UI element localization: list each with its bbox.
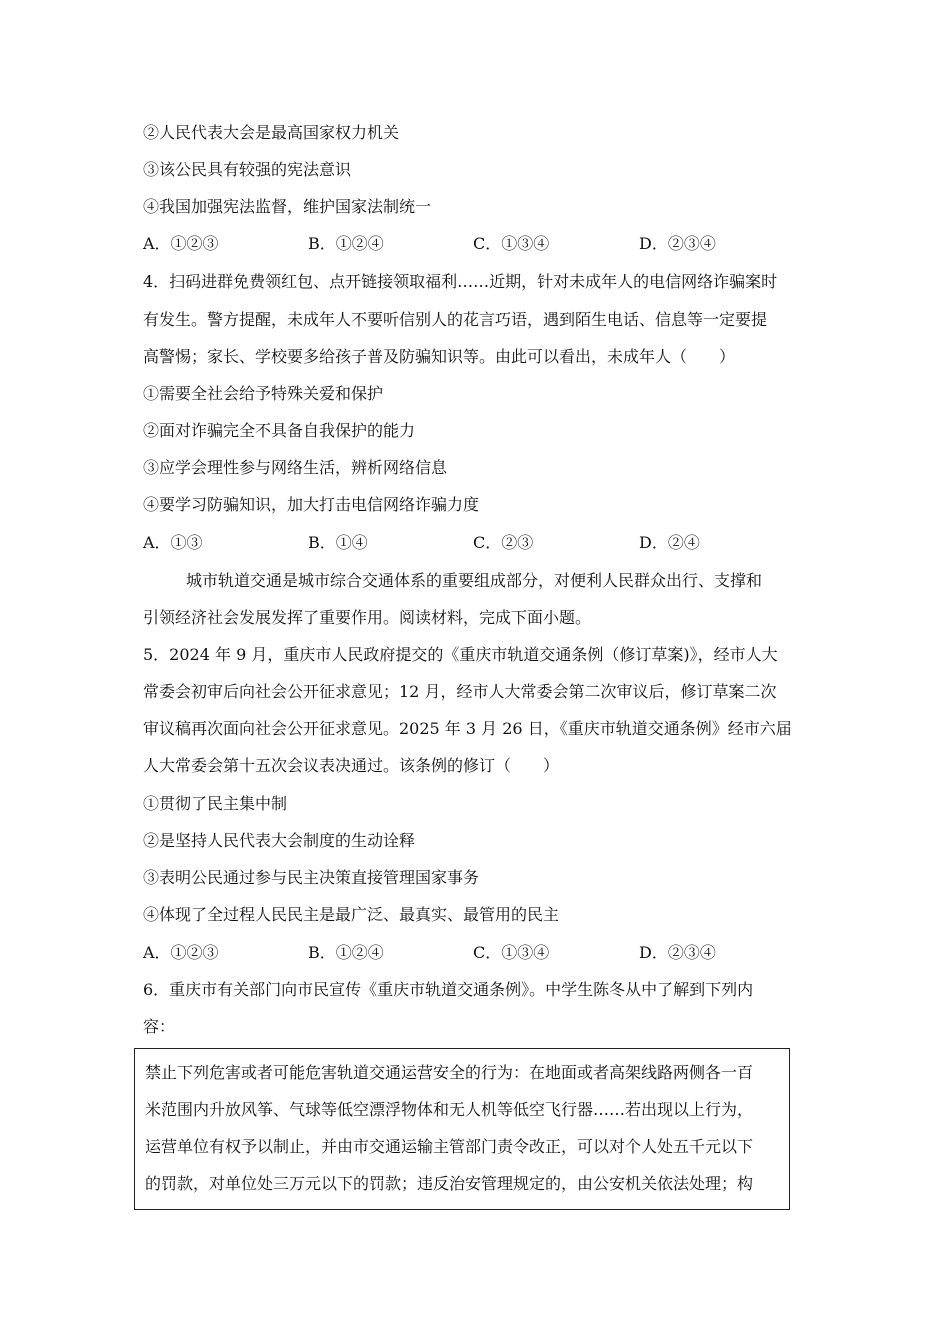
q5-stem-line-1: 5．2024 年 9 月，重庆市人民政府提交的《重庆市轨道交通条例（修订草案)》，经市人大 xyxy=(143,645,778,664)
q4-option-c: C．②③ xyxy=(473,533,534,552)
q4-stem-line-2: 有发生。警方提醒，未成年人不要听信别人的花言巧语，遇到陌生电话、信息等一定要提 xyxy=(143,310,768,329)
q6-box-line-1: 禁止下列危害或者可能危害轨道交通运营安全的行为：在地面或者高架线路两侧各一百 xyxy=(145,1063,754,1082)
q4-statement-4: ④要学习防骗知识，加大打击电信网络诈骗力度 xyxy=(143,495,480,514)
q6-material-box xyxy=(134,1048,790,1210)
prev-option-a: A．①②③ xyxy=(143,234,219,253)
q6-box-line-3: 运营单位有权予以制止，并由市交通运输主管部门责令改正，可以对个人处五千元以下 xyxy=(145,1137,754,1156)
prev-statement-2: ②人民代表大会是最高国家权力机关 xyxy=(143,123,400,142)
q6-box-line-4: 的罚款，对单位处三万元以下的罚款；违反治安管理规定的，由公安机关依法处理；构 xyxy=(145,1174,754,1193)
q6-stem-line-2: 容： xyxy=(143,1017,176,1036)
q4-option-a: A．①③ xyxy=(143,533,203,552)
prev-statement-4: ④我国加强宪法监督，维护国家法制统一 xyxy=(143,197,432,216)
q5-option-b: B．①②④ xyxy=(308,943,384,962)
q4-stem-line-1: 4．扫码进群免费领红包、点开链接领取福利……近期，针对未成年人的电信网络诈骗案时 xyxy=(143,272,778,291)
q5-statement-3: ③表明公民通过参与民主决策直接管理国家事务 xyxy=(143,868,480,887)
q5-stem-line-2: 常委会初审后向社会公开征求意见；12 月，经市人大常委会第二次审议后，修订草案二次 xyxy=(143,682,777,701)
prev-option-b: B．①②④ xyxy=(308,234,384,253)
q4-option-d: D．②④ xyxy=(639,533,700,552)
material-line-1: 城市轨道交通是城市综合交通体系的重要组成部分，对便利人民群众出行、支撑和 xyxy=(186,571,763,590)
q4-option-b: B．①④ xyxy=(308,533,368,552)
q4-statement-3: ③应学会理性参与网络生活，辨析网络信息 xyxy=(143,458,448,477)
q5-option-d: D．②③④ xyxy=(639,943,716,962)
q6-box-line-2: 米范围内升放风筝、气球等低空漂浮物体和无人机等低空飞行器……若出现以上行为， xyxy=(145,1100,754,1119)
q5-statement-1: ①贯彻了民主集中制 xyxy=(143,794,288,813)
q4-statement-2: ②面对诈骗完全不具备自我保护的能力 xyxy=(143,421,416,440)
q4-stem-line-3: 高警惕；家长、学校要多给孩子普及防骗知识等。由此可以看出，未成年人（ ） xyxy=(143,347,736,366)
q5-stem-line-4: 人大常委会第十五次会议表决通过。该条例的修订（ ） xyxy=(143,756,560,775)
prev-option-c: C．①③④ xyxy=(473,234,550,253)
q4-statement-1: ①需要全社会给予特殊关爱和保护 xyxy=(143,384,384,403)
material-line-2: 引领经济社会发展发挥了重要作用。阅读材料，完成下面小题。 xyxy=(143,608,592,627)
q5-option-c: C．①③④ xyxy=(473,943,550,962)
prev-option-d: D．②③④ xyxy=(639,234,716,253)
q5-option-a: A．①②③ xyxy=(143,943,219,962)
prev-statement-3: ③该公民具有较强的宪法意识 xyxy=(143,160,352,179)
q5-statement-2: ②是坚持人民代表大会制度的生动诠释 xyxy=(143,831,416,850)
q6-stem-line-1: 6．重庆市有关部门向市民宣传《重庆市轨道交通条例》。中学生陈冬从中了解到下列内 xyxy=(143,980,754,999)
q5-stem-line-3: 审议稿再次面向社会公开征求意见。2025 年 3 月 26 日，《重庆市轨道交通条例》经市六届 xyxy=(143,719,792,738)
q5-statement-4: ④体现了全过程人民民主是最广泛、最真实、最管用的民主 xyxy=(143,905,560,924)
